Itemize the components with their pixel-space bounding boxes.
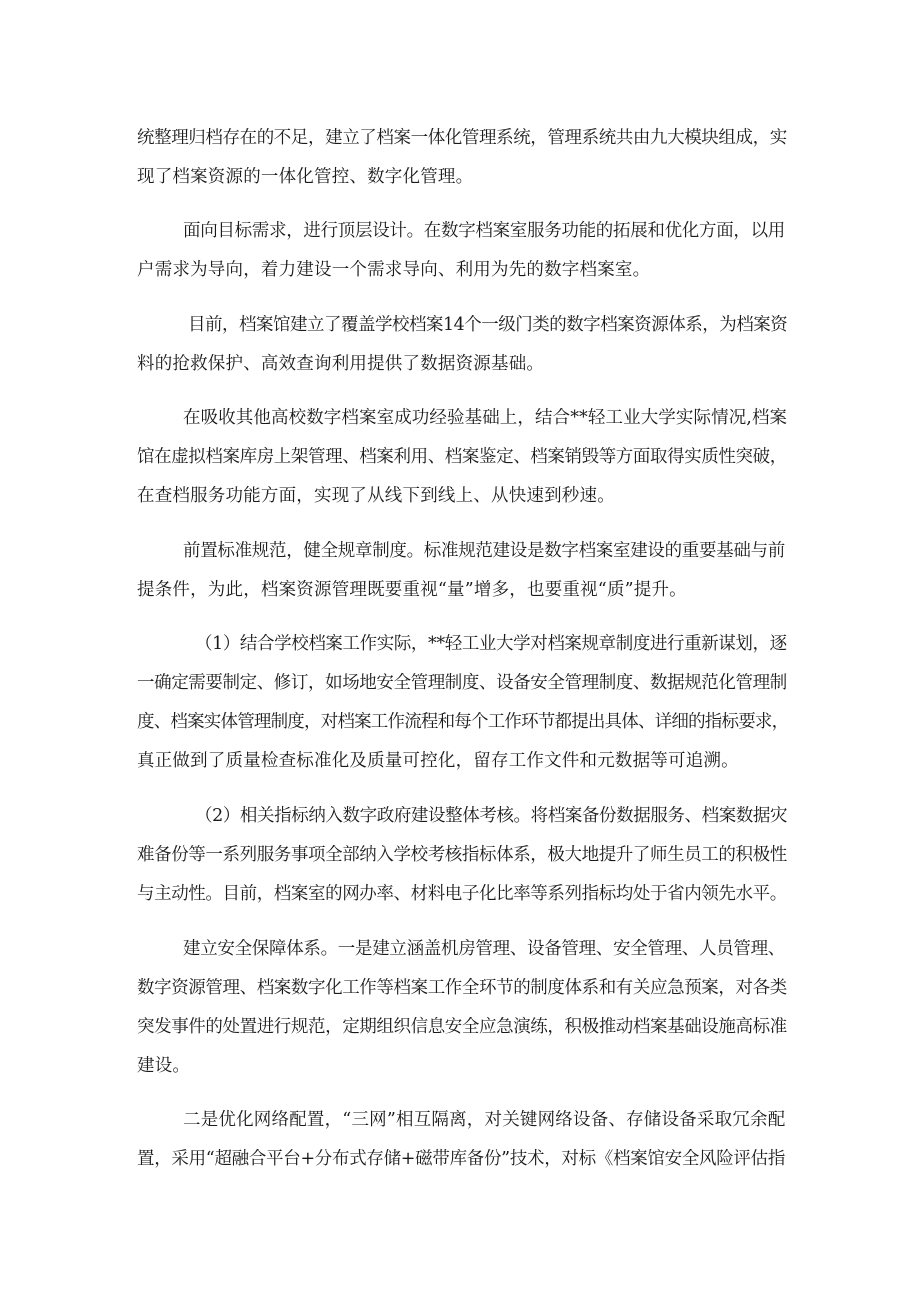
paragraph-9-line-2: 置，采用“超融合平台+分布式存储+磁带库备份”技术，对标《档案馆安全风险评估指 [137,1149,786,1169]
paragraph-3-line-2: 料的抢救保护、高效查询利用提供了数据资源基础。 [137,354,545,374]
paragraph-5-line-2: 提条件，为此，档案资源管理既要重视“量”增多，也要重视“质”提升。 [137,580,687,600]
paragraph-4-line-2: 馆在虚拟档案库房上架管理、档案利用、档案鉴定、档案销毁等方面取得实质性突破， [137,447,787,467]
paragraph-8-line-3: 突发事件的处置进行规范，定期组织信息安全应急演练，积极推动档案基础设施高标准 [137,1017,787,1037]
paragraph-6-line-3: 度、档案实体管理制度，对档案工作流程和每个工作环节都提出具体、详细的指标要求， [137,712,789,732]
paragraph-9-line-1: 二是优化网络配置，“三网”相互隔离，对关键网络设备、存储设备采取冗余配 [183,1110,786,1130]
paragraph-4-line-3: 在查档服务功能方面，实现了从线下到线上、从快速到秒速。 [137,486,615,506]
paragraph-3-line-1: 目前，档案馆建立了覆盖学校档案14个一级门类的数字档案资源体系，为档案资 [188,315,788,335]
paragraph-8-line-2: 数字资源管理、档案数字化工作等档案工作全环节的制度体系和有关应急预案，对各类 [137,978,787,998]
paragraph-6-line-1: （1）结合学校档案工作实际，**轻工业大学对档案规章制度进行重新谋划，逐 [195,634,787,654]
paragraph-1-line-2: 现了档案资源的一体化管控、数字化管理。 [137,167,474,187]
paragraph-5-line-1: 前置标准规范，健全规章制度。标准规范建设是数字档案室建设的重要基础与前 [183,541,785,561]
paragraph-7-line-2: 难备份等一系列服务事项全部纳入学校考核指标体系，极大地提升了师生员工的积极性 [137,845,787,865]
paragraph-8-line-4: 建设。 [137,1056,191,1076]
paragraph-4-line-1: 在吸收其他高校数字档案室成功经验基础上，结合**轻工业大学实际情况,档案 [183,408,788,428]
paragraph-1-line-1: 统整理归档存在的不足，建立了档案一体化管理系统，管理系统共由九大模块组成，实 [137,128,787,148]
paragraph-7-line-3: 与主动性。目前，档案室的网办率、材料电子化比率等系列指标均处于省内领先水平。 [137,884,787,904]
paragraph-2-line-2: 户需求为导向，着力建设一个需求导向、利用为先的数字档案室。 [137,260,651,280]
paragraph-6-line-2: 一确定需要制定、修订，如场地安全管理制度、设备安全管理制度、数据规范化管理制 [137,673,787,693]
paragraph-8-line-1: 建立安全保障体系。一是建立涵盖机房管理、设备管理、安全管理、人员管理、 [183,939,785,959]
paragraph-6-line-4: 真正做到了质量检查标准化及质量可控化，留存工作文件和元数据等可追溯。 [137,751,739,771]
paragraph-2-line-1: 面向目标需求，进行顶层设计。在数字档案室服务功能的拓展和优化方面，以用 [183,221,785,241]
paragraph-7-line-1: （2）相关指标纳入数字政府建设整体考核。将档案备份数据服务、档案数据灾 [195,806,788,826]
